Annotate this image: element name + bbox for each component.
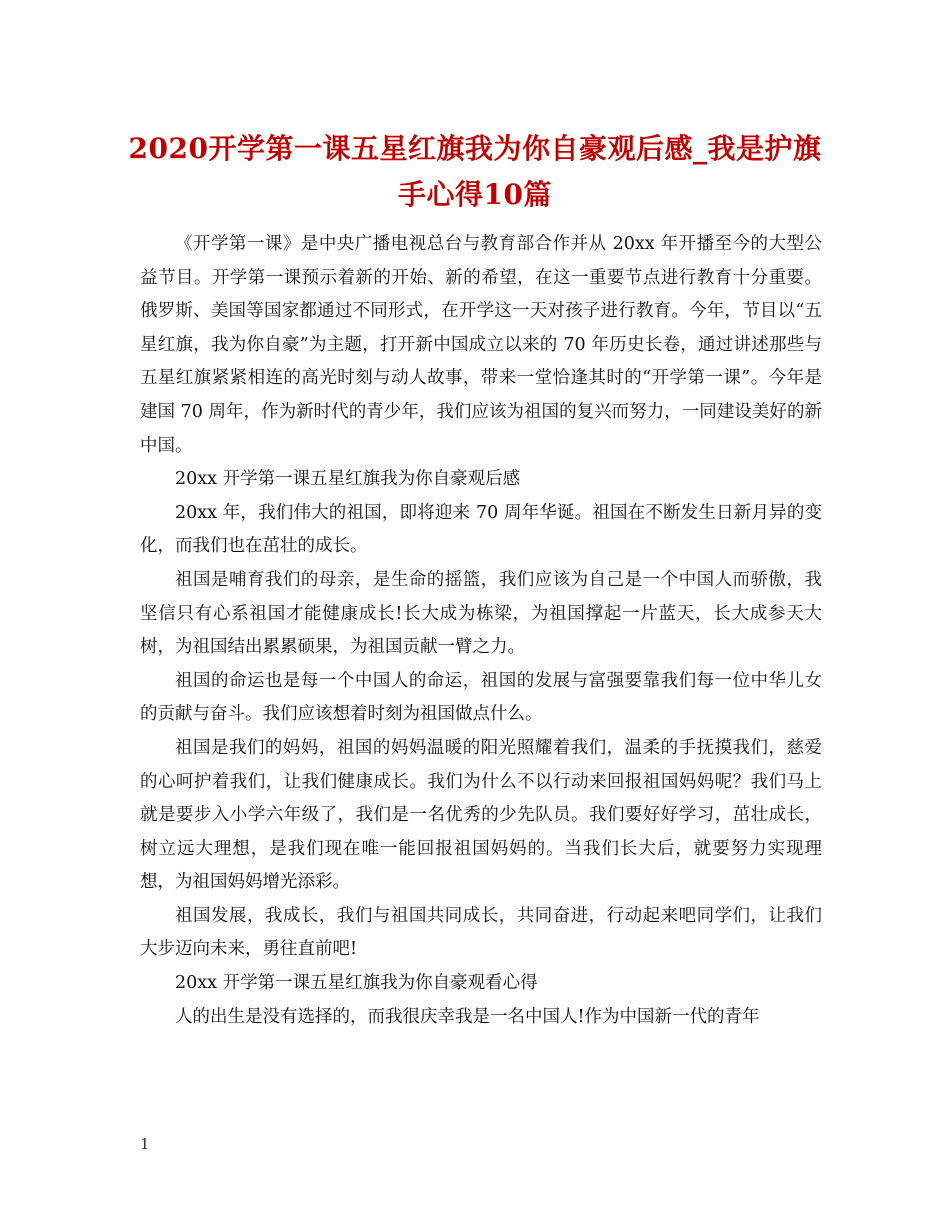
document-body [140, 228, 822, 1034]
page-number: 1 [140, 1135, 150, 1153]
paragraph: 祖国发展，我成长，我们与祖国共同成长，共同奋进，行动起来吧同学们，让我们大步迈向未来，勇往直前吧! [140, 905, 822, 960]
paragraph-section-heading-2: 20xx 开学第一课五星红旗我为你自豪观看心得 [175, 973, 538, 994]
paragraph: 20xx 年，我们伟大的祖国，即将迎来 70 周年华诞。祖国在不断发生日新月异的变化，而我们也在茁壮的成长。 [140, 502, 822, 557]
paragraph-intro: 《开学第一课》是中央广播电视总台与教育部合作并从 20xx 年开播至今的大型公益节目。开学第一课预示着新的开始、新的希望，在这一重要节点进行教育十分重要。俄罗斯、美国等国家都通过不同形式，在开学这一天对孩子进行教育。今年，节目以“五星红旗，我为你自豪”为主题，打开新中国成立以来的 70 年历史长卷，通过讲述那些与五星红旗紧紧相连的高光时刻与动人故事，带来一堂恰逢其时的“开学第一课”。今年是建国 70 周年，作为新时代的青少年，我们应该为祖国的复兴而努力，一同建设美好的新中国。 [140, 234, 822, 456]
document-title: 2020开学第一课五星红旗我为你自豪观后感_我是护旗手心得10篇 [128, 132, 822, 211]
paragraph: 祖国的命运也是每一个中国人的命运，祖国的发展与富强要靠我们每一位中华儿女的贡献与奋斗。我们应该想着时刻为祖国做点什么。 [140, 670, 822, 725]
paragraph: 祖国是哺育我们的母亲，是生命的摇篮，我们应该为自己是一个中国人而骄傲，我坚信只有心系祖国才能健康成长!长大成为栋梁，为祖国撑起一片蓝天，长大成参天大树，为祖国结出累累硕果，为祖国贡献一臂之力。 [140, 569, 822, 658]
paragraph: 祖国是我们的妈妈，祖国的妈妈温暖的阳光照耀着我们，温柔的手抚摸我们，慈爱的心呵护着我们，让我们健康成长。我们为什么不以行动来回报祖国妈妈呢？我们马上就是要步入小学六年级了，我们是一名优秀的少先队员。我们要好好学习，茁壮成长，树立远大理想，是我们现在唯一能回报祖国妈妈的。当我们长大后，就要努力实现理想，为祖国妈妈增光添彩。 [140, 737, 822, 893]
paragraph-section-heading-1: 20xx 开学第一课五星红旗我为你自豪观后感 [175, 469, 521, 490]
paragraph: 人的出生是没有选择的，而我很庆幸我是一名中国人!作为中国新一代的青年 [175, 1006, 760, 1027]
